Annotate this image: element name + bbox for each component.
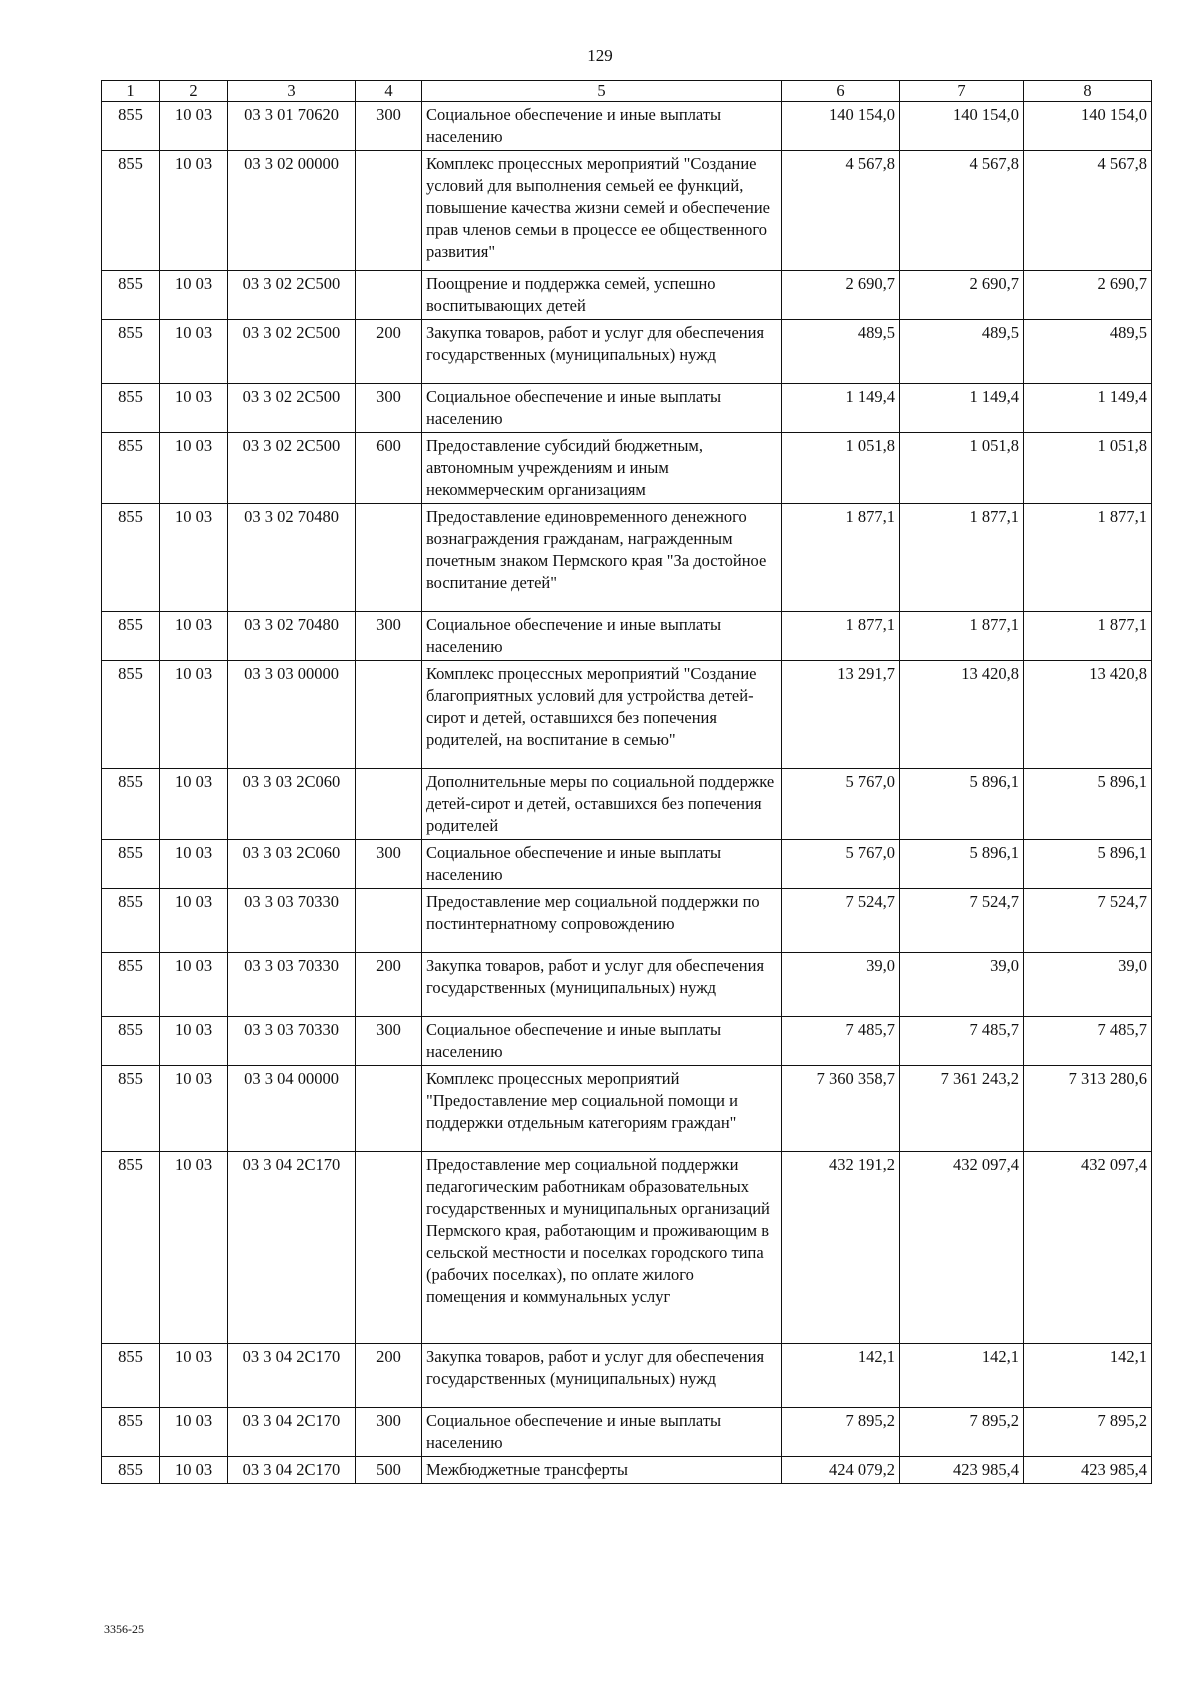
cell-section-code: 10 03: [160, 271, 228, 320]
cell-publisher-code: 855: [102, 661, 160, 769]
cell-amount-col-7: 489,5: [900, 320, 1024, 384]
table-header: [102, 81, 1152, 102]
cell-publisher-code: 855: [102, 102, 160, 151]
table-row: [102, 271, 1152, 320]
table-row: [102, 384, 1152, 433]
header-col-3: 3: [228, 81, 356, 102]
table-row: [102, 840, 1152, 889]
cell-amount-col-6: 1 877,1: [782, 504, 900, 612]
cell-expense-type-code: 300: [356, 102, 422, 151]
cell-target-article-code: 03 3 02 70480: [228, 612, 356, 661]
cell-amount-col-6: 1 149,4: [782, 384, 900, 433]
cell-publisher-code: 855: [102, 433, 160, 504]
cell-amount-col-6: 432 191,2: [782, 1152, 900, 1344]
cell-amount-col-6: 7 485,7: [782, 1017, 900, 1066]
cell-amount-col-7: 4 567,8: [900, 151, 1024, 271]
header-col-4: 4: [356, 81, 422, 102]
cell-amount-col-8: 423 985,4: [1024, 1457, 1152, 1484]
cell-description: Закупка товаров, работ и услуг для обеспечения государственных (муниципальных) нужд: [422, 1344, 782, 1408]
cell-section-code: 10 03: [160, 384, 228, 433]
cell-amount-col-7: 423 985,4: [900, 1457, 1024, 1484]
cell-description: Дополнительные меры по социальной поддержке детей-сирот и детей, оставшихся без попечения родителей: [422, 769, 782, 840]
cell-amount-col-8: 432 097,4: [1024, 1152, 1152, 1344]
cell-publisher-code: 855: [102, 504, 160, 612]
cell-amount-col-8: 7 895,2: [1024, 1408, 1152, 1457]
cell-amount-col-6: 5 767,0: [782, 769, 900, 840]
cell-amount-col-7: 2 690,7: [900, 271, 1024, 320]
cell-amount-col-7: 1 877,1: [900, 504, 1024, 612]
cell-description: Социальное обеспечение и иные выплаты населению: [422, 102, 782, 151]
cell-amount-col-6: 142,1: [782, 1344, 900, 1408]
cell-target-article-code: 03 3 03 2С060: [228, 840, 356, 889]
table-row: [102, 889, 1152, 953]
cell-expense-type-code: 200: [356, 1344, 422, 1408]
cell-amount-col-7: 7 524,7: [900, 889, 1024, 953]
cell-expense-type-code: 300: [356, 840, 422, 889]
cell-section-code: 10 03: [160, 612, 228, 661]
table-row: [102, 1344, 1152, 1408]
cell-publisher-code: 855: [102, 1066, 160, 1152]
cell-amount-col-7: 432 097,4: [900, 1152, 1024, 1344]
cell-amount-col-7: 5 896,1: [900, 769, 1024, 840]
cell-section-code: 10 03: [160, 504, 228, 612]
cell-section-code: 10 03: [160, 1066, 228, 1152]
cell-target-article-code: 03 3 03 00000: [228, 661, 356, 769]
cell-target-article-code: 03 3 02 00000: [228, 151, 356, 271]
cell-section-code: 10 03: [160, 151, 228, 271]
header-col-5: 5: [422, 81, 782, 102]
cell-amount-col-7: 1 051,8: [900, 433, 1024, 504]
cell-description: Предоставление мер социальной поддержки педагогическим работникам образовательных государственных и муниципальных организаций Пермского края, работающим и проживающим в сельской местности и поселках городского типа (рабочих поселках), по оплате жилого помещения и коммунальных услуг: [422, 1152, 782, 1344]
cell-expense-type-code: [356, 889, 422, 953]
cell-expense-type-code: 300: [356, 1017, 422, 1066]
table-row: [102, 102, 1152, 151]
cell-amount-col-8: 1 877,1: [1024, 504, 1152, 612]
cell-description: Комплекс процессных мероприятий "Предоставление мер социальной помощи и поддержки отдельным категориям граждан": [422, 1066, 782, 1152]
cell-publisher-code: 855: [102, 840, 160, 889]
cell-expense-type-code: [356, 1066, 422, 1152]
cell-description: Социальное обеспечение и иные выплаты населению: [422, 384, 782, 433]
cell-expense-type-code: [356, 661, 422, 769]
table-row: [102, 1408, 1152, 1457]
cell-description: Предоставление мер социальной поддержки по постинтернатному сопровождению: [422, 889, 782, 953]
cell-section-code: 10 03: [160, 433, 228, 504]
cell-expense-type-code: 500: [356, 1457, 422, 1484]
cell-section-code: 10 03: [160, 1344, 228, 1408]
cell-publisher-code: 855: [102, 1408, 160, 1457]
cell-amount-col-6: 7 524,7: [782, 889, 900, 953]
table-row: [102, 433, 1152, 504]
cell-publisher-code: 855: [102, 612, 160, 661]
cell-description: Социальное обеспечение и иные выплаты населению: [422, 1408, 782, 1457]
table-row: [102, 661, 1152, 769]
cell-section-code: 10 03: [160, 320, 228, 384]
budget-table: [101, 80, 1152, 1484]
cell-amount-col-7: 39,0: [900, 953, 1024, 1017]
cell-amount-col-8: 2 690,7: [1024, 271, 1152, 320]
cell-amount-col-7: 5 896,1: [900, 840, 1024, 889]
cell-publisher-code: 855: [102, 384, 160, 433]
header-col-6: 6: [782, 81, 900, 102]
cell-target-article-code: 03 3 04 00000: [228, 1066, 356, 1152]
cell-amount-col-8: 140 154,0: [1024, 102, 1152, 151]
cell-amount-col-6: 7 895,2: [782, 1408, 900, 1457]
cell-amount-col-6: 1 877,1: [782, 612, 900, 661]
cell-section-code: 10 03: [160, 769, 228, 840]
cell-publisher-code: 855: [102, 1017, 160, 1066]
cell-amount-col-8: 39,0: [1024, 953, 1152, 1017]
cell-expense-type-code: 600: [356, 433, 422, 504]
cell-publisher-code: 855: [102, 271, 160, 320]
cell-target-article-code: 03 3 02 2С500: [228, 433, 356, 504]
cell-description: Межбюджетные трансферты: [422, 1457, 782, 1484]
page-number: 129: [587, 46, 613, 65]
cell-amount-col-6: 39,0: [782, 953, 900, 1017]
cell-section-code: 10 03: [160, 1017, 228, 1066]
table-row: [102, 504, 1152, 612]
cell-amount-col-7: 1 877,1: [900, 612, 1024, 661]
cell-description: Закупка товаров, работ и услуг для обеспечения государственных (муниципальных) нужд: [422, 320, 782, 384]
cell-amount-col-7: 7 361 243,2: [900, 1066, 1024, 1152]
cell-section-code: 10 03: [160, 953, 228, 1017]
table-row: [102, 320, 1152, 384]
cell-publisher-code: 855: [102, 320, 160, 384]
cell-description: Комплекс процессных мероприятий "Создание условий для выполнения семьей ее функций, повышение качества жизни семей и обеспечение прав членов семьи в процессе ее общественного развития": [422, 151, 782, 271]
header-col-8: 8: [1024, 81, 1152, 102]
cell-description: Комплекс процессных мероприятий "Создание благоприятных условий для устройства детей-сирот и детей, оставшихся без попечения родителей, на воспитание в семью": [422, 661, 782, 769]
header-row: [102, 81, 1152, 102]
cell-description: Социальное обеспечение и иные выплаты населению: [422, 1017, 782, 1066]
table-row: [102, 151, 1152, 271]
cell-section-code: 10 03: [160, 889, 228, 953]
cell-target-article-code: 03 3 02 2С500: [228, 384, 356, 433]
cell-expense-type-code: 300: [356, 612, 422, 661]
cell-amount-col-6: 489,5: [782, 320, 900, 384]
cell-amount-col-8: 142,1: [1024, 1344, 1152, 1408]
cell-publisher-code: 855: [102, 1344, 160, 1408]
cell-amount-col-8: 5 896,1: [1024, 840, 1152, 889]
cell-amount-col-8: 7 524,7: [1024, 889, 1152, 953]
table-body: [102, 102, 1152, 1484]
cell-amount-col-6: 13 291,7: [782, 661, 900, 769]
cell-target-article-code: 03 3 04 2С170: [228, 1408, 356, 1457]
cell-expense-type-code: 300: [356, 384, 422, 433]
cell-expense-type-code: [356, 769, 422, 840]
cell-publisher-code: 855: [102, 1152, 160, 1344]
cell-description: Социальное обеспечение и иные выплаты населению: [422, 840, 782, 889]
cell-target-article-code: 03 3 04 2С170: [228, 1152, 356, 1344]
cell-section-code: 10 03: [160, 840, 228, 889]
table-row: [102, 612, 1152, 661]
cell-amount-col-6: 140 154,0: [782, 102, 900, 151]
cell-amount-col-6: 1 051,8: [782, 433, 900, 504]
document-code: 3356-25: [104, 1622, 144, 1636]
table-row: [102, 1152, 1152, 1344]
table-row: [102, 1017, 1152, 1066]
header-col-7: 7: [900, 81, 1024, 102]
cell-publisher-code: 855: [102, 889, 160, 953]
header-col-2: 2: [160, 81, 228, 102]
cell-target-article-code: 03 3 03 70330: [228, 953, 356, 1017]
cell-section-code: 10 03: [160, 661, 228, 769]
table-row: [102, 1457, 1152, 1484]
cell-target-article-code: 03 3 04 2С170: [228, 1344, 356, 1408]
cell-amount-col-7: 7 485,7: [900, 1017, 1024, 1066]
table-row: [102, 769, 1152, 840]
cell-target-article-code: 03 3 03 70330: [228, 889, 356, 953]
cell-amount-col-8: 1 877,1: [1024, 612, 1152, 661]
cell-amount-col-7: 142,1: [900, 1344, 1024, 1408]
cell-section-code: 10 03: [160, 102, 228, 151]
cell-amount-col-8: 7 313 280,6: [1024, 1066, 1152, 1152]
cell-amount-col-7: 7 895,2: [900, 1408, 1024, 1457]
cell-amount-col-8: 13 420,8: [1024, 661, 1152, 769]
cell-target-article-code: 03 3 03 70330: [228, 1017, 356, 1066]
cell-publisher-code: 855: [102, 1457, 160, 1484]
table-row: [102, 1066, 1152, 1152]
cell-publisher-code: 855: [102, 151, 160, 271]
cell-amount-col-6: 424 079,2: [782, 1457, 900, 1484]
cell-amount-col-6: 7 360 358,7: [782, 1066, 900, 1152]
cell-amount-col-8: 5 896,1: [1024, 769, 1152, 840]
cell-expense-type-code: 300: [356, 1408, 422, 1457]
cell-section-code: 10 03: [160, 1408, 228, 1457]
cell-expense-type-code: 200: [356, 320, 422, 384]
cell-expense-type-code: [356, 504, 422, 612]
cell-description: Предоставление единовременного денежного вознаграждения гражданам, награжденным почетным знаком Пермского края "За достойное воспитание детей": [422, 504, 782, 612]
cell-amount-col-8: 7 485,7: [1024, 1017, 1152, 1066]
cell-amount-col-8: 489,5: [1024, 320, 1152, 384]
cell-amount-col-7: 13 420,8: [900, 661, 1024, 769]
cell-section-code: 10 03: [160, 1457, 228, 1484]
cell-target-article-code: 03 3 04 2С170: [228, 1457, 356, 1484]
cell-expense-type-code: [356, 271, 422, 320]
cell-description: Предоставление субсидий бюджетным, автономным учреждениям и иным некоммерческим организациям: [422, 433, 782, 504]
cell-target-article-code: 03 3 02 2С500: [228, 320, 356, 384]
table-row: [102, 953, 1152, 1017]
cell-target-article-code: 03 3 02 70480: [228, 504, 356, 612]
cell-description: Социальное обеспечение и иные выплаты населению: [422, 612, 782, 661]
cell-expense-type-code: [356, 151, 422, 271]
cell-description: Закупка товаров, работ и услуг для обеспечения государственных (муниципальных) нужд: [422, 953, 782, 1017]
cell-publisher-code: 855: [102, 769, 160, 840]
cell-publisher-code: 855: [102, 953, 160, 1017]
cell-target-article-code: 03 3 02 2С500: [228, 271, 356, 320]
cell-description: Поощрение и поддержка семей, успешно воспитывающих детей: [422, 271, 782, 320]
cell-amount-col-6: 4 567,8: [782, 151, 900, 271]
cell-amount-col-6: 2 690,7: [782, 271, 900, 320]
cell-amount-col-8: 4 567,8: [1024, 151, 1152, 271]
cell-amount-col-6: 5 767,0: [782, 840, 900, 889]
cell-amount-col-7: 1 149,4: [900, 384, 1024, 433]
header-col-1: 1: [102, 81, 160, 102]
cell-expense-type-code: [356, 1152, 422, 1344]
cell-target-article-code: 03 3 03 2С060: [228, 769, 356, 840]
cell-amount-col-8: 1 149,4: [1024, 384, 1152, 433]
cell-amount-col-8: 1 051,8: [1024, 433, 1152, 504]
cell-amount-col-7: 140 154,0: [900, 102, 1024, 151]
cell-expense-type-code: 200: [356, 953, 422, 1017]
cell-target-article-code: 03 3 01 70620: [228, 102, 356, 151]
cell-section-code: 10 03: [160, 1152, 228, 1344]
